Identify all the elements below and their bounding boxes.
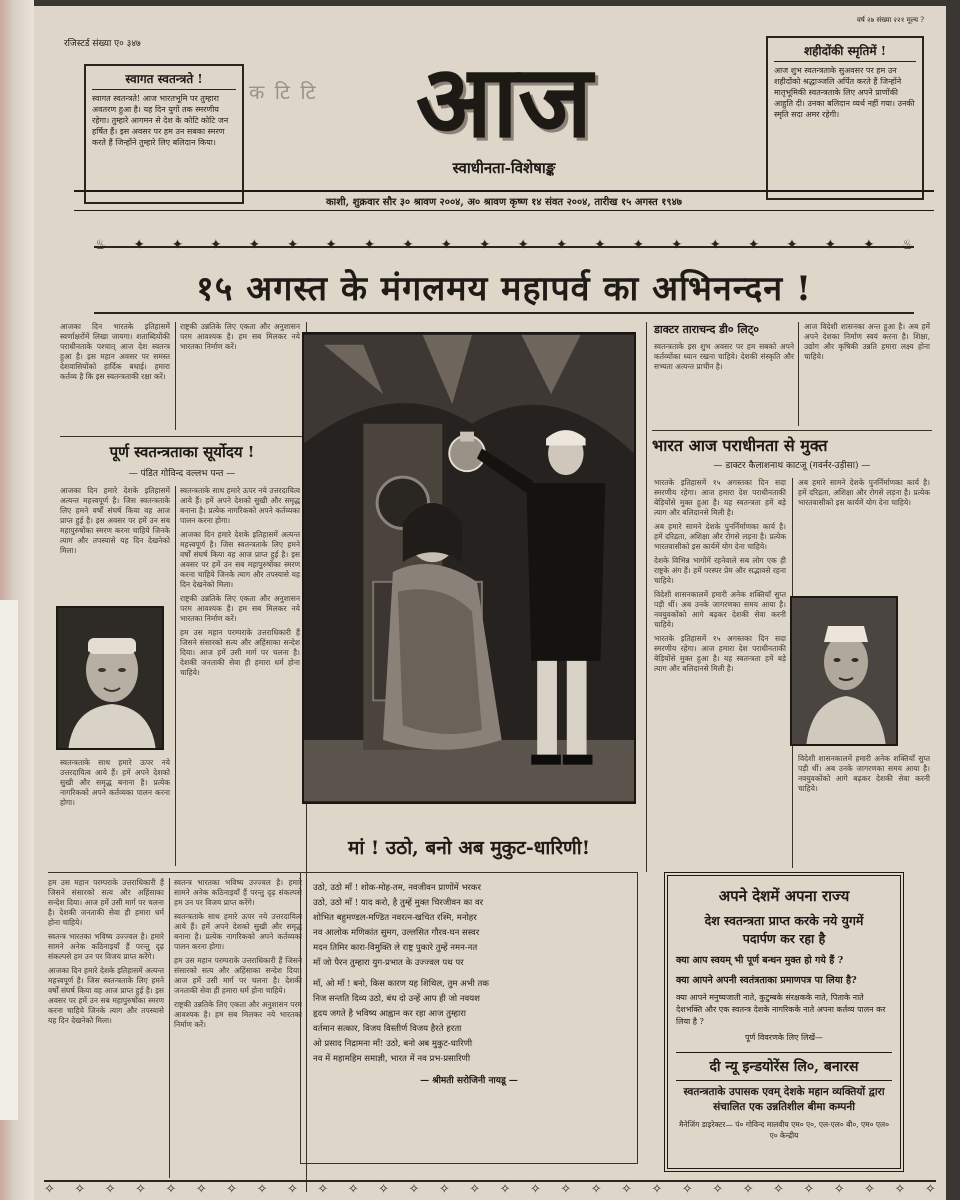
divider [74, 190, 934, 192]
article-text: आजका दिन हमारे देशके इतिहासमें अत्यन्त महत्त्वपूर्ण है। जिस स्वतन्त्रताके लिए हमने वर्षों संघर्ष किया वह आज प्राप्त हुई है। इस अवसर पर हमें उन सब महापुरुषोंका स्मरण करना चाहिये जिनके त्याग और तपस्यासे यह दिन देखनेको मिला। [60, 486, 170, 555]
ornament-icon: ✧ [135, 1182, 147, 1197]
ornament-icon: ✧ [894, 1182, 906, 1197]
ornament-icon: ✧ [924, 1182, 936, 1197]
coronation-drawing [304, 334, 634, 802]
ornament-icon: ✧ [833, 1182, 845, 1197]
ornament-icon: ✧ [621, 1182, 633, 1197]
lamp-icon: ♨ [901, 237, 914, 253]
paragraph: स्वतन्त्र भारतका भविष्य उज्ज्वल है। हमारे सामने अनेक कठिनाइयाँ हैं परन्तु दृढ़ संकल्पसे हम उन पर विजय प्राप्त करेंगे। [48, 932, 164, 961]
portrait-illustration [58, 608, 164, 750]
ornament-icon: ✦ [594, 237, 606, 253]
article-text: स्वतन्त्रताके साथ हमारे ऊपर नये उत्तरदायित्व आये हैं। हमें अपने देशको सुखी और समृद्ध बनाना है। प्रत्येक नागरिकको अपने कर्तव्यका पालन करना होगा। [60, 758, 170, 807]
divider [60, 436, 304, 437]
ad-line: पदार्पण कर रहा है [742, 931, 826, 946]
ornament-icon: ✦ [670, 237, 683, 253]
ornament-icon: ✧ [378, 1182, 390, 1197]
illustration-caption: मां ! उठो, बनो अब मुकुट-धारिणी! [347, 837, 591, 859]
ornament-icon: ✦ [555, 237, 568, 253]
welcome-box [84, 64, 244, 204]
ornament-icon: ✧ [742, 1182, 754, 1197]
masthead-title: आज [415, 42, 593, 160]
ornament-icon: ✧ [712, 1182, 724, 1197]
ad-body: क्या आपने मनुष्यजाती नाते, कुटुम्बके संरक्षकके नाते, पिताके नाते देशभक्ति और एक स्वतन्त्र देशके नागरिकके नाते अपना कर्तव्य पालन कर लिया है ? [676, 993, 886, 1026]
ornament-icon: ✧ [165, 1182, 177, 1197]
ornament-icon: ✧ [560, 1182, 572, 1197]
ornament-icon: ✦ [862, 237, 875, 253]
ornament-icon: ✦ [824, 237, 837, 253]
ad-company: दी न्यू इन्डयोरेंस लि०, बनारस [676, 1052, 892, 1081]
divider [94, 312, 914, 314]
author-heading: डाक्टर ताराचन्द डी० लिट्० [654, 323, 759, 336]
ornament-icon: ✧ [803, 1182, 815, 1197]
ornament-icon: ✦ [517, 237, 530, 253]
poem-line: उठो, उठो माँ ! शोक-मोह-तम, नवजीवन प्राणोंमें भरकर [313, 883, 481, 893]
ornament-icon: ✧ [347, 1182, 359, 1197]
ad-title: अपने देशमें अपना राज्य [718, 887, 850, 905]
page-edge-strip [0, 600, 18, 1120]
article-text: राष्ट्रकी उन्नतिके लिए एकता और अनुशासन परम आवश्यक है। हम सब मिलकर नये भारतका निर्माण करें। [180, 322, 300, 351]
ornament-icon: ✧ [44, 1182, 55, 1197]
ornament-icon: ✧ [408, 1182, 420, 1197]
ad-line: देश स्वतन्त्रता प्राप्त करके नये युगमें [704, 913, 864, 928]
ornament-icon: ✧ [74, 1182, 86, 1197]
ornament-icon: ✦ [210, 237, 222, 253]
column-rule [169, 878, 170, 1178]
portrait-photo [790, 596, 898, 746]
newspaper-page [34, 6, 946, 1200]
ornament-icon: ✦ [402, 237, 414, 253]
paragraph: हम उस महान परम्पराके उत्तराधिकारी हैं जिसने संसारको सत्य और अहिंसाका सन्देश दिया। आज हमें उसी मार्ग पर चलना है। देशकी जनताकी सेवा ही हमारा धर्म होना चाहिये। [48, 878, 164, 927]
poem-line: शोभित बहुमण्डल-मण्डित नवरत्न-खचित रश्मि, मनोहर [313, 913, 477, 923]
ornament-icon: ✧ [499, 1182, 511, 1197]
paragraph: हम उस महान परम्पराके उत्तराधिकारी हैं जिसने संसारको सत्य और अहिंसाका सन्देश दिया। आज हमें उसी मार्ग पर चलना है। देशकी जनताकी सेवा ही हमारा धर्म होना चाहिये। [174, 956, 302, 995]
ornament-icon: ✦ [440, 237, 453, 253]
paragraph: राष्ट्रकी उन्नतिके लिए एकता और अनुशासन परम आवश्यक है। हम सब मिलकर नये भारतका निर्माण करें। [180, 594, 300, 623]
ornament-icon: ✦ [171, 237, 184, 253]
ornament-icon: ✧ [317, 1182, 329, 1197]
ornament-icon: ✧ [773, 1182, 784, 1197]
column-rule [646, 322, 647, 872]
article-text: स्वतन्त्रताके इस शुभ अवसर पर हम सबको अपने कर्तव्योंका ध्यान रखना चाहिये। देशकी संस्कृति और सभ्यता अत्यन्त प्राचीन है। [654, 342, 794, 371]
portrait-illustration [792, 598, 898, 746]
divider [652, 430, 932, 431]
poem-line: माँ, ओ माँ ! बनो, किस कारण यह शिथिल, तुम अभी तक [313, 979, 489, 989]
registration-number: रजिस्टर्ड संख्या ए० ३४७ [64, 39, 141, 49]
section-heading: पूर्ण स्वतन्त्रताका सूर्योदय ! [109, 443, 255, 461]
lamp-icon: ♨ [94, 237, 107, 253]
ornament-icon: ✦ [786, 237, 798, 253]
paragraph: राष्ट्रकी उन्नतिके लिए एकता और अनुशासन परम आवश्यक है। हम सब मिलकर नये भारतका निर्माण करें। [174, 1000, 302, 1029]
article-text [180, 486, 300, 866]
martyrs-box-text: आज शुभ स्वतन्त्रताके सुअवसर पर हम उन शहीदोंको श्रद्धाञ्जलि अर्पित करते हैं जिन्होंने मातृभूमिकी स्वतन्त्रताके लिए अपने प्राणोंकी आहुति दी। उनका बलिदान व्यर्थ नहीं गया। उनकी स्मृति सदा अमर रहेगी। [774, 66, 915, 119]
poem-line: मदन तिमिर कारा-विमुक्ति ले राष्ट्र पुकारे तुम्हें नमन-नत [313, 943, 478, 953]
article-text: अब हमारे सामने देशके पुनर्निर्माणका कार्य है। हमें दरिद्रता, अशिक्षा और रोगसे लड़ना है। प्रत्येक भारतवासीको इस कार्यमें योग देना चाहिये। [798, 478, 930, 507]
martyrs-box-title: शहीदोंकी स्मृतिमें ! [774, 42, 916, 62]
divider [48, 872, 306, 873]
insurance-advertisement [664, 872, 904, 1172]
divider [74, 210, 934, 211]
main-headline: १५ अगस्त के मंगलमय महापर्व का अभिनन्दन ! [196, 269, 812, 309]
ornament-icon: ✦ [747, 237, 760, 253]
faded-stamp: क टि टि [249, 80, 318, 104]
poem-line: नव में महामहिम समाज्ञी, भारत में नव प्रभ-प्रसारिणी [313, 1054, 471, 1064]
ornament-icon: ✧ [287, 1182, 298, 1197]
poem-line: ओ प्रसाद निद्रामना माँ! उठो, बनो अब मुकुट-धारिणी [313, 1039, 473, 1049]
article-text [48, 878, 164, 1128]
paragraph: आजका दिन हमारे देशके इतिहासमें अत्यन्त महत्त्वपूर्ण है। जिस स्वतन्त्रताके लिए हमने वर्षों संघर्ष किया वह आज प्राप्त हुई है। इस अवसर पर हमें उन सब महापुरुषोंका स्मरण करना चाहिये जिनके त्याग और तपस्यासे यह दिन देखनेको मिला। [180, 530, 300, 589]
poem-line: उठो, उठो माँ ! याद करो, है तुम्हें मुक्त चिरजीवन का वर [313, 898, 484, 908]
ornament-icon: ✧ [438, 1182, 450, 1197]
martyrs-box [766, 36, 924, 200]
ornament-icon: ✦ [248, 237, 261, 253]
ornament-icon: ✧ [469, 1182, 481, 1197]
ornament-icon: ✦ [286, 237, 299, 253]
column-rule [175, 322, 176, 430]
ornament-icon: ✧ [590, 1182, 602, 1197]
ad-question: क्या आपने अपनी स्वतंत्रताका प्रमाणपत्र पा लिया है? [676, 975, 857, 986]
ornament-icon: ✧ [256, 1182, 268, 1197]
masthead-subtitle: स्वाधीनता-विशेषाङ्क [452, 159, 556, 177]
portrait-photo [56, 606, 164, 750]
poem-author: — श्रीमती सरोजिनी नायडू — [420, 1076, 518, 1086]
bottom-ornament-row [44, 1180, 936, 1198]
ornament-icon: ✦ [325, 237, 337, 253]
article-text: आजका दिन भारतके इतिहासमें स्वर्णाक्षरोंमें लिखा जायगा। शताब्दियोंकी पराधीनताके पश्चात् आज देश स्वतन्त्र हुआ है। इस महान अवसर पर समस्त देशवासियोंको हार्दिक बधाई। हमारा कर्तव्य है कि इस स्वतन्त्रताकी रक्षा करें। [60, 322, 170, 381]
poem-line: निज सन्तति दिव्य उठो, बंध दो उन्हें आप ही जो नवयश [313, 994, 480, 1004]
welcome-box-title: स्वागत स्वतन्त्रते ! [92, 70, 236, 90]
paragraph: हम उस महान परम्पराके उत्तराधिकारी हैं जिसने संसारको सत्य और अहिंसाका सन्देश दिया। आज हमें उसी मार्ग पर चलना है। देशकी जनताकी सेवा ही हमारा धर्म होना चाहिये। [180, 628, 300, 677]
issue-note: वर्ष २७ संख्या २२१ मूल्य ? [856, 16, 924, 24]
ad-body: पूर्ण विवरणके लिए लिखें— [744, 1033, 824, 1042]
paragraph: देशके विभिन्न भागोंमें रहनेवाले सब लोग एक ही राष्ट्रके अंग हैं। हमें परस्पर प्रेम और सद्भावसे रहना चाहिये। [654, 556, 786, 585]
poem-line: नव आलोक मणिकांत सुमग, उल्लसित गौरव-घन सस्वर [313, 928, 480, 938]
ornament-icon: ✧ [195, 1182, 207, 1197]
ornament-icon: ✧ [681, 1182, 693, 1197]
paragraph: भारतके इतिहासमें १५ अगस्तका दिन सदा स्मरणीय रहेगा। आज हमारा देश पराधीनताकी बेड़ियोंसे मुक्त हुआ है। यह स्वतन्त्रता हमें बड़े त्याग और बलिदानसे मिली है। [654, 478, 786, 517]
paragraph: आजका दिन हमारे देशके इतिहासमें अत्यन्त महत्त्वपूर्ण है। जिस स्वतन्त्रताके लिए हमने वर्षों संघर्ष किया वह आज प्राप्त हुई है। इस अवसर पर हमें उन सब महापुरुषोंका स्मरण करना चाहिये जिनके त्याग और तपस्यासे यह दिन देखनेको मिला। [48, 966, 164, 1025]
mother-india-illustration [302, 332, 636, 804]
paragraph: स्वतन्त्र भारतका भविष्य उज्ज्वल है। हमारे सामने अनेक कठिनाइयाँ हैं परन्तु दृढ़ संकल्पसे हम उन पर विजय प्राप्त करेंगे। [174, 878, 302, 907]
column-rule [798, 322, 799, 426]
column-rule [175, 486, 176, 866]
dateline: काशी, शुक्रवार सौर ३० श्रावण २००४, अ० श्रावण कृष्ण १४ संवत २००४, तारीख १५ अगस्त १९४७ [325, 197, 682, 208]
ad-tagline: स्वतन्त्रताके उपासक एवम् देशके महान व्यक्तियों द्वारा संचालित एक उन्नतिशील बीमा कम्पनी [683, 1086, 885, 1113]
ornament-icon: ✧ [530, 1182, 541, 1197]
ornament-icon: ✦ [133, 237, 145, 253]
ornament-icon: ✦ [363, 237, 376, 253]
ad-footer: मैनेजिंग डाइरेक्टर— पं० गोविन्द मालवीय एम० ए०, एल-एल० बी०, एम० एल० ए० केन्द्रीय [678, 1120, 890, 1140]
article-text: विदेशी शासनकालमें हमारी अनेक शक्तियाँ सुप्त पड़ी थीं। अब उनके जागरणका समय आया है। नवयुवकोंको आगे बढ़कर देशकी सेवा करनी चाहिये। [798, 754, 930, 793]
poem-box [300, 872, 638, 1164]
poem-line: हृदय जगते है भविष्य आह्वान कर रहा आज तुम्हारा [313, 1009, 466, 1019]
poem-line: वर्तमान सत्कार, विजय विस्तीर्ण विजय हैरते हरता [313, 1024, 462, 1034]
poem-line: माँ जो पैरन तुम्हारा युग-प्रभात के उज्ज्वल पथ पर [313, 958, 464, 968]
ornament-row [94, 232, 914, 258]
section-heading: भारत आज पराधीनता से मुक्त [652, 436, 828, 455]
byline: — पंडित गोविन्द वल्लभ पन्त — [128, 469, 236, 479]
byline: — डाक्टर कैलाशनाथ काटजू (गवर्नर-उड़ीसा) — [713, 461, 871, 471]
ornament-icon: ✧ [651, 1182, 663, 1197]
paragraph: अब हमारे सामने देशके पुनर्निर्माणका कार्य है। हमें दरिद्रता, अशिक्षा और रोगसे लड़ना है। प्रत्येक भारतवासीको इस कार्यमें योग देना चाहिये। [654, 522, 786, 551]
article-text [174, 878, 302, 1178]
article-text [654, 478, 786, 868]
ornament-icon: ✧ [864, 1182, 876, 1197]
ornament-icon: ✧ [226, 1182, 238, 1197]
article-text: आज विदेशी शासनका अन्त हुआ है। अब हमें अपने देशका निर्माण स्वयं करना है। शिक्षा, उद्योग और कृषिकी उन्नति हमारा लक्ष्य होना चाहिये। [804, 322, 930, 361]
welcome-box-text: स्वागत स्वतन्त्रते! आज भारतभूमि पर तुम्हारा अवतरण हुआ है। यह दिन युगों तक स्मरणीय रहेगा। तुम्हारे आगमन से देश के कोटि कोटि जन हर्षित हैं। इस अवसर पर हम उन सबका स्मरण करते हैं जिन्होंने तुम्हारे लिए बलिदान किया। [92, 94, 229, 147]
paragraph: विदेशी शासनकालमें हमारी अनेक शक्तियाँ सुप्त पड़ी थीं। अब उनके जागरणका समय आया है। नवयुवकोंको आगे बढ़कर देशकी सेवा करनी चाहिये। [654, 590, 786, 629]
ornament-icon: ✦ [709, 237, 722, 253]
ornament-icon: ✦ [632, 237, 645, 253]
ornament-icon: ✦ [478, 237, 491, 253]
paragraph: भारतके इतिहासमें १५ अगस्तका दिन सदा स्मरणीय रहेगा। आज हमारा देश पराधीनताकी बेड़ियोंसे मुक्त हुआ है। यह स्वतन्त्रता हमें बड़े त्याग और बलिदानसे मिली है। [654, 634, 786, 673]
paragraph: स्वतन्त्रताके साथ हमारे ऊपर नये उत्तरदायित्व आये हैं। हमें अपने देशको सुखी और समृद्ध बनाना है। प्रत्येक नागरिकको अपने कर्तव्यका पालन करना होगा। [180, 486, 300, 525]
ornament-icon: ✧ [104, 1182, 116, 1197]
ad-question: क्या आप स्वयम् भी पूर्ण बन्धन मुक्त हो गये हैं ? [676, 955, 844, 966]
paragraph: स्वतन्त्रताके साथ हमारे ऊपर नये उत्तरदायित्व आये हैं। हमें अपने देशको सुखी और समृद्ध बनाना है। प्रत्येक नागरिकको अपने कर्तव्यका पालन करना होगा। [174, 912, 302, 951]
